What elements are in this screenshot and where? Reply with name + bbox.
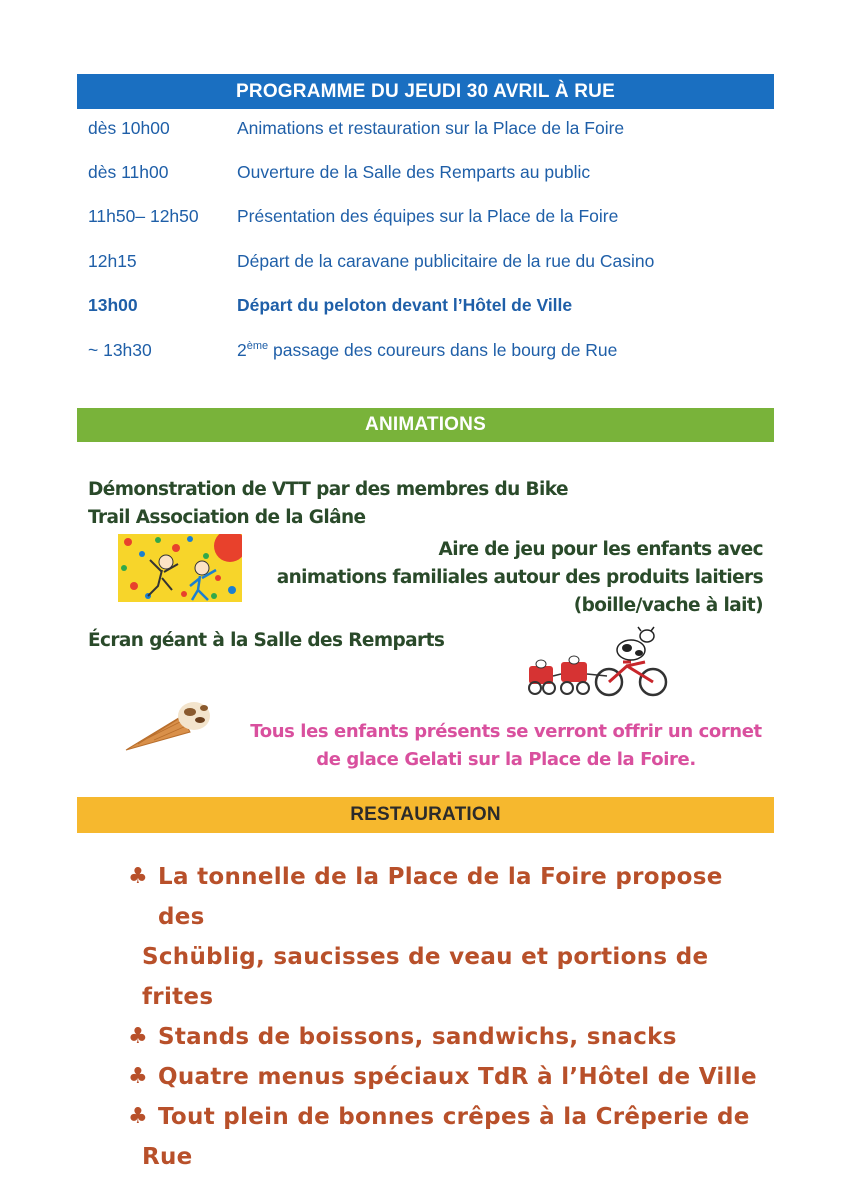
list-item-text: Tout plein de bonnes crêpes à la Crêperie de	[158, 1104, 750, 1130]
animations-title: ANIMATIONS	[365, 414, 486, 435]
clover-bullet-icon: ♣	[128, 1024, 149, 1049]
aire-line: Aire de jeu pour les enfants avec	[438, 539, 763, 560]
programme-desc: Animations et restauration sur la Place de la Foire	[237, 118, 625, 138]
clover-bullet-icon: ♣	[128, 1104, 149, 1129]
ice-cream-cone-illustration	[124, 694, 214, 754]
aire-de-jeu-text	[203, 536, 763, 620]
programme-time: 11h50– 12h50	[88, 206, 199, 226]
ordinal-suffix: ème	[246, 340, 269, 352]
programme-desc: Présentation des équipes sur la Place de la Foire	[237, 206, 619, 226]
programme-row	[88, 118, 768, 144]
vtt-line: Démonstration de VTT par des membres du Bike	[88, 479, 568, 500]
restauration-title: RESTAURATION	[350, 804, 501, 825]
ecran-geant-text: Écran géant à la Salle des Remparts	[88, 630, 445, 651]
glace-line: de glace Gelati sur la Place de la Foire.	[316, 749, 696, 770]
programme-banner	[77, 74, 774, 109]
list-item	[128, 1057, 768, 1097]
list-item-text: La tonnelle de la Place de la Foire propose des	[158, 864, 723, 930]
restauration-list	[128, 857, 768, 1177]
glace-text	[236, 718, 776, 774]
glace-line: Tous les enfants présents se verront offrir un cornet	[250, 721, 762, 742]
list-item	[128, 1097, 768, 1177]
programme-time: dès 11h00	[88, 162, 169, 182]
list-item-text: Rue	[142, 1144, 193, 1170]
programme-desc: Départ du peloton devant l’Hôtel de Ville	[237, 295, 573, 315]
list-item-text: Stands de boissons, sandwichs, snacks	[158, 1024, 677, 1050]
programme-time: 12h15	[88, 251, 137, 271]
aire-line: animations familiales autour des produits laitiers	[276, 567, 763, 588]
programme-row	[88, 162, 768, 188]
clover-bullet-icon: ♣	[128, 1064, 149, 1089]
restauration-banner	[77, 797, 774, 833]
programme-row-highlight	[88, 295, 768, 321]
list-item-text: Quatre menus spéciaux TdR à l’Hôtel de Ville	[158, 1064, 757, 1090]
vtt-line: Trail Association de la Glâne	[88, 507, 366, 528]
cow-cycling-illustration	[527, 626, 672, 698]
list-item	[128, 1017, 768, 1057]
programme-row	[88, 206, 768, 232]
programme-desc-text: passage des coureurs dans le bourg de Rue	[268, 340, 618, 360]
programme-desc	[237, 340, 617, 361]
vtt-demo-text	[88, 476, 608, 532]
clover-bullet-icon: ♣	[128, 864, 149, 889]
programme-row	[88, 251, 768, 277]
programme-time: dès 10h00	[88, 118, 170, 138]
programme-time: ~ 13h30	[88, 340, 152, 360]
programme-desc: Départ de la caravane publicitaire de la rue du Casino	[237, 251, 655, 271]
aire-line: (boille/vache à lait)	[573, 595, 763, 616]
programme-title: PROGRAMME DU JEUDI 30 AVRIL À RUE	[236, 80, 615, 102]
list-item	[128, 857, 768, 1017]
ordinal-number: 2	[237, 340, 247, 360]
programme-row	[88, 340, 768, 366]
programme-desc: Ouverture de la Salle des Remparts au public	[237, 162, 591, 182]
list-item-text: Schüblig, saucisses de veau et portions de frites	[142, 944, 709, 1010]
animations-banner	[77, 408, 774, 442]
programme-time: 13h00	[88, 295, 138, 315]
